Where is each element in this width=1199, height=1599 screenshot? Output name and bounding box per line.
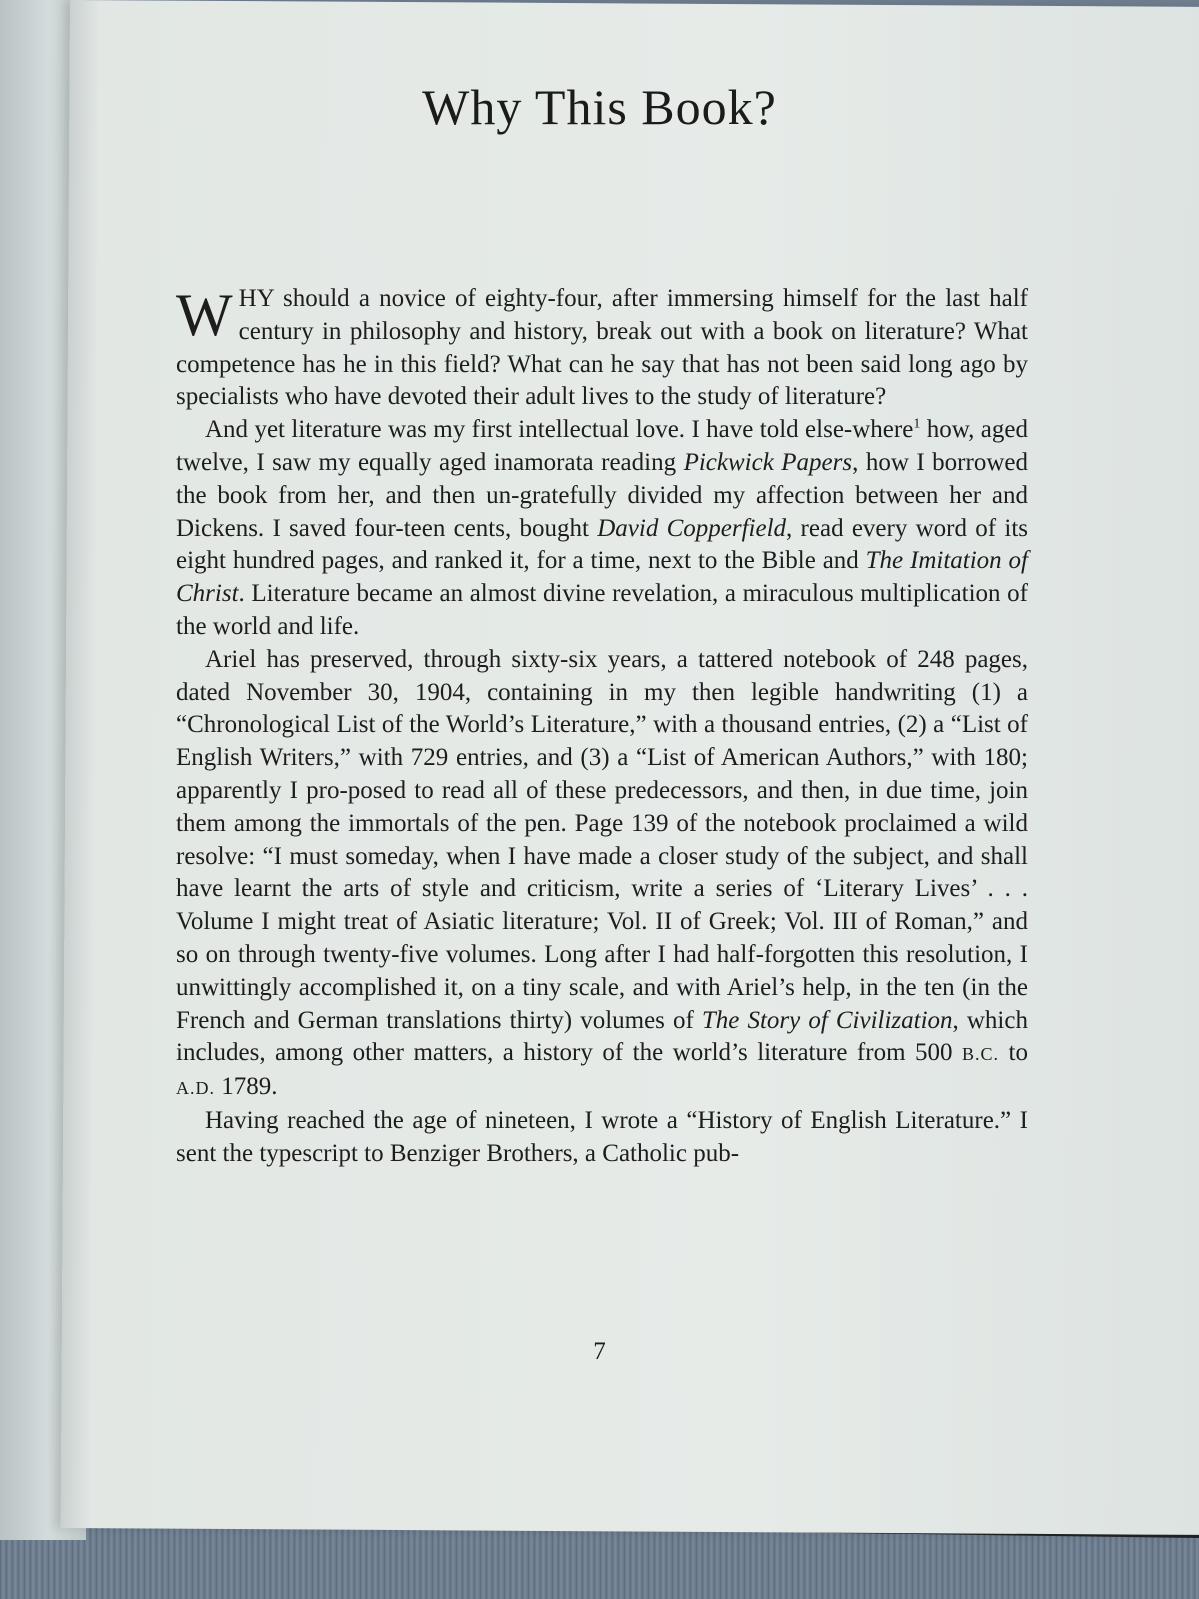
paragraph-3-text-c: to — [999, 1039, 1028, 1067]
paragraph-2-text-e: . Literature became an almost divine revelation, a miraculous multiplication of the world and life. — [176, 580, 1028, 640]
paragraph-2-text-c: , how I borrowed the book from her, and then un-gratefully divided my affection between her and Dickens. I saved four-teen cents, bought — [176, 448, 1028, 542]
paragraph-2 — [176, 414, 1028, 644]
paragraph-3-text-b: , which includes, among other matters, a history of the world’s literature from 500 — [176, 1006, 1028, 1067]
paragraph-2-text-b: how, aged twelve, I saw my equally aged inamorata reading — [176, 416, 1028, 476]
paragraph-2-text-a: And yet literature was my first intellectual love. I have told else-where — [205, 416, 914, 444]
paragraph-1-text: HY should a novice of eighty-four, after immersing himself for the last half century in philosophy and history, break out with a book on literature? What competence has he in this field? What can he say that has not been said long ago by specialists who have devoted their adult lives to the study of literature? — [176, 285, 1028, 411]
paragraph-1 — [176, 283, 1028, 414]
drop-cap: W — [176, 282, 233, 348]
paragraph-4: Having reached the age of nineteen, I wrote a “History of English Literature.” I sent the typescript to Benziger Brothers, a Catholic pub- — [176, 1106, 1028, 1167]
body-text — [176, 283, 1028, 1171]
paragraph-3-text-d: 1789. — [215, 1073, 278, 1101]
book-title-story-of-civilization: The Story of Civilization — [701, 1006, 953, 1034]
paragraph-2-text-d: , read every word of its eight hundred pages, and ranked it, for a time, next to the Bible and — [176, 514, 1028, 575]
paragraph-3-text-a: Ariel has preserved, through sixty-six years, a tattered notebook of 248 pages, dated November 30, 1904, containing in my then legible handwriting (1) a “Chronological List of the World’s Literature,” with a thousand entries, (2) a “List of English Writers,” with 729 entries, and (3) a “List of American Authors,” with 180; apparently I pro-posed to read all of these predecessors, and then, in due time, join them among the immortals of the pen. Page 139 of the notebook proclaimed a wild resolve: “I must someday, when I have made a closer study of the subject, and shall have learnt the arts of style and criticism, write a series of ‘Literary Lives’ . . . Volume I might treat of Asiatic literature; Vol. II of Greek; Vol. III of Roman,” and so on through twenty-five volumes. Long after I had half-forgotten this resolution, I unwittingly accomplished it, on a tiny scale, and with Ariel’s help, in the ten (in the French and German translations thirty) volumes of — [176, 645, 1028, 1034]
book-title-pickwick: Pickwick Papers — [683, 448, 853, 476]
page-number: 7 — [593, 1338, 606, 1365]
footnote-marker: 1 — [913, 416, 921, 432]
era-ad: A.D. — [176, 1078, 215, 1099]
era-bc: B.C. — [962, 1044, 1000, 1065]
chapter-title: Why This Book? — [422, 79, 777, 135]
book-title-imitation: The Imitation of Christ — [176, 547, 1028, 608]
book-title-copperfield: David Copperfield — [597, 514, 787, 542]
paragraph-3 — [176, 644, 1028, 1105]
